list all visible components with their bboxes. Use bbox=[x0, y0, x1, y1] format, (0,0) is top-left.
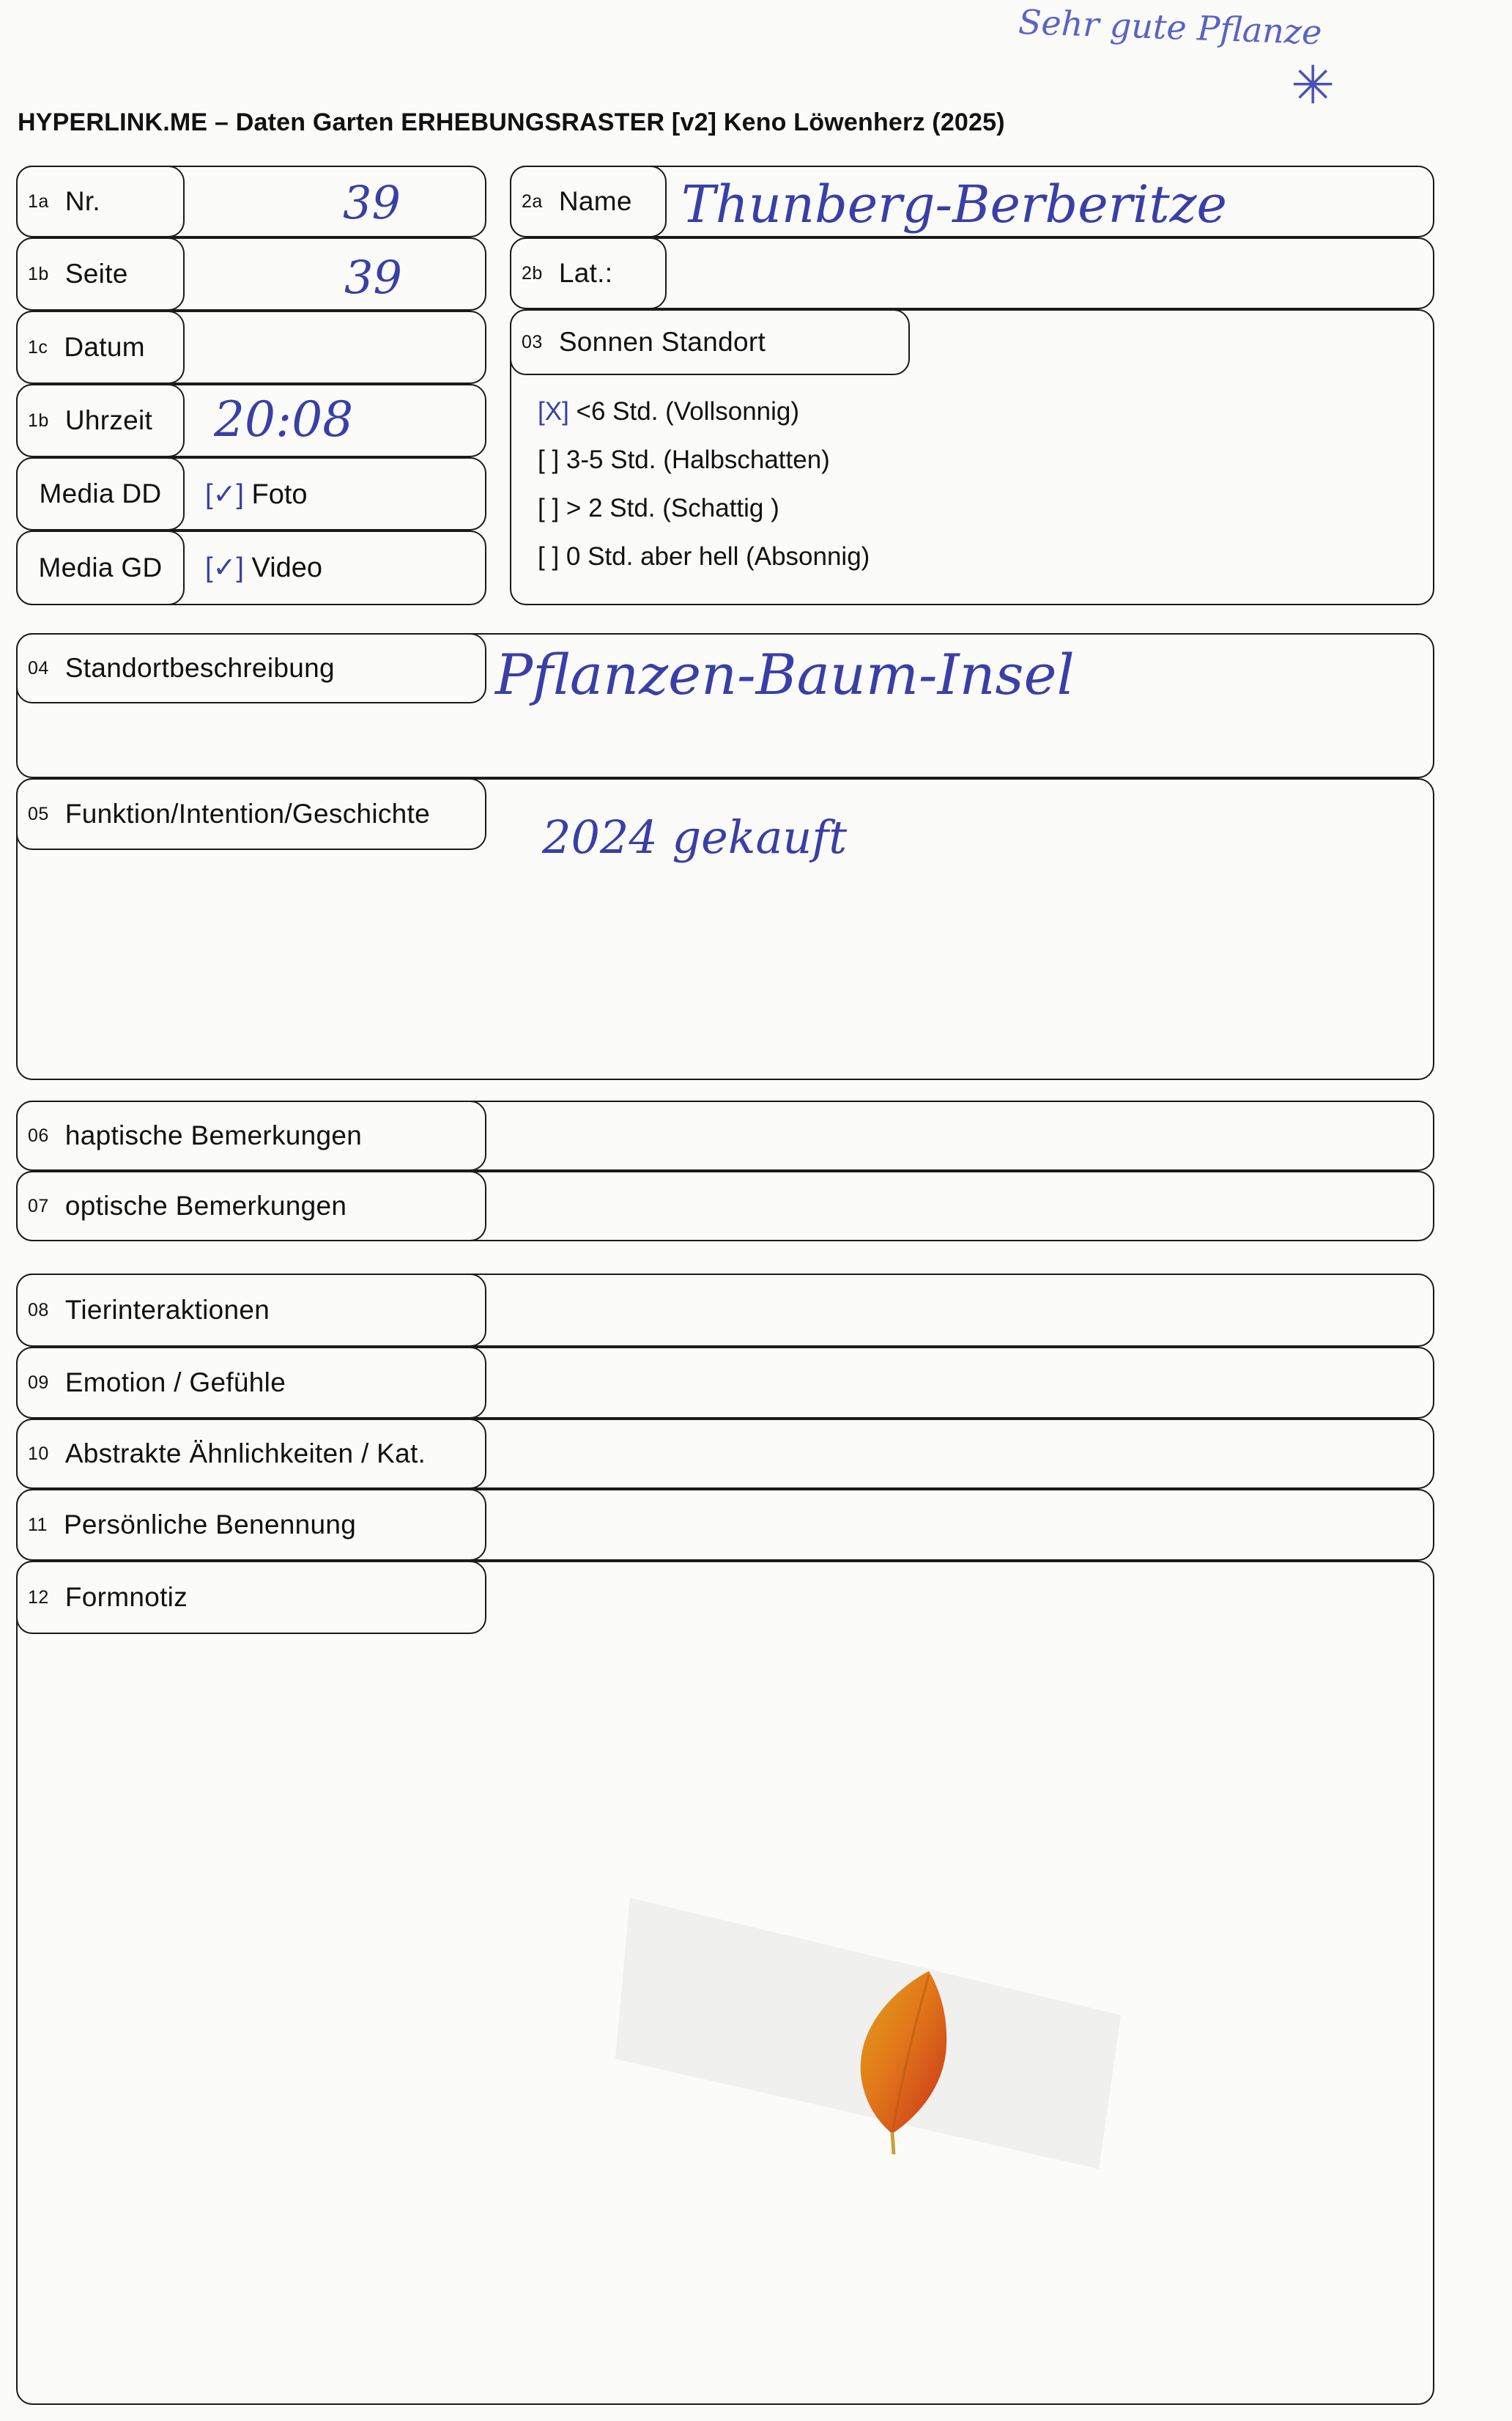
field-number: 12 bbox=[28, 1586, 49, 1608]
sonnen-option-absonnig[interactable] bbox=[538, 542, 870, 572]
field-formnotiz-label bbox=[16, 1561, 486, 1634]
foto-check-mark: [✓] bbox=[205, 479, 244, 510]
field-label: haptische Bemerkungen bbox=[64, 1120, 363, 1150]
option-label: 3-5 Std. (Halbschatten) bbox=[566, 446, 830, 474]
field-optisch-label bbox=[16, 1171, 486, 1241]
field-number: 06 bbox=[28, 1125, 49, 1146]
field-uhrzeit-label bbox=[16, 384, 185, 457]
option-label: 0 Std. aber hell (Absonnig) bbox=[566, 542, 870, 571]
field-label: Name bbox=[558, 186, 632, 216]
name-value: Thunberg-Berberitze bbox=[681, 174, 1227, 234]
field-label: Funktion/Intention/Geschichte bbox=[64, 799, 431, 829]
field-haptisch-label bbox=[16, 1101, 486, 1171]
field-nr-label bbox=[16, 166, 185, 237]
field-number: 10 bbox=[28, 1443, 49, 1464]
leaf-stem bbox=[892, 2132, 894, 2154]
form-title: HYPERLINK.ME – Daten Garten ERHEBUNGSRASTER [v2] Keno Löwenherz (2025) bbox=[18, 108, 1005, 136]
field-seite-label bbox=[16, 237, 185, 311]
field-number: 1b bbox=[28, 410, 49, 431]
field-tier-label bbox=[16, 1274, 486, 1347]
standort-value: Pflanzen-Baum-Insel bbox=[495, 642, 1075, 707]
option-label: <6 Std. (Vollsonnig) bbox=[576, 397, 800, 426]
field-label: Uhrzeit bbox=[64, 405, 153, 435]
field-datum-label bbox=[16, 311, 185, 384]
field-number: 1c bbox=[28, 336, 48, 358]
option-checkbox: [ ] bbox=[538, 446, 560, 474]
field-label: Emotion / Gefühle bbox=[64, 1367, 286, 1397]
field-number: 1a bbox=[28, 191, 49, 212]
handwritten-note: Sehr gute Pflanze bbox=[1018, 1, 1323, 53]
field-standort-label bbox=[16, 633, 486, 703]
field-number: 1b bbox=[28, 263, 49, 284]
field-number: 11 bbox=[28, 1514, 48, 1535]
field-label: Media GD bbox=[38, 552, 163, 583]
field-label: Lat.: bbox=[558, 258, 613, 288]
field-label: Nr. bbox=[64, 186, 100, 216]
field-label: Seite bbox=[64, 259, 128, 289]
field-lat-label bbox=[510, 237, 667, 309]
field-label: Abstrakte Ähnlichkeiten / Kat. bbox=[64, 1438, 426, 1468]
field-number: 2a bbox=[522, 191, 543, 212]
field-label: Persönliche Benennung bbox=[63, 1509, 357, 1540]
seite-value: 39 bbox=[344, 251, 402, 304]
sonnen-option-vollsonnig[interactable] bbox=[538, 397, 799, 426]
option-checkbox: [X] bbox=[538, 397, 569, 426]
field-emotion-label bbox=[16, 1347, 486, 1419]
option-checkbox: [ ] bbox=[538, 542, 560, 571]
sonnen-option-schattig[interactable] bbox=[538, 494, 779, 523]
foto-checkbox[interactable] bbox=[205, 478, 308, 511]
option-checkbox: [ ] bbox=[538, 494, 560, 522]
field-abstrakt-label bbox=[16, 1419, 486, 1489]
star-doodle-icon: ✳ bbox=[1291, 54, 1335, 116]
field-label: Tierinteraktionen bbox=[64, 1295, 270, 1325]
field-media-dd-label bbox=[16, 457, 185, 531]
taped-leaf-specimen bbox=[615, 1876, 1128, 2184]
option-label: > 2 Std. (Schattig ) bbox=[566, 494, 779, 522]
field-number: 04 bbox=[28, 657, 49, 679]
video-option-label: Video bbox=[251, 552, 323, 583]
field-label: Datum bbox=[64, 332, 145, 362]
field-number: 08 bbox=[28, 1299, 49, 1320]
field-funktion-label bbox=[16, 778, 486, 850]
field-name-label bbox=[510, 166, 667, 237]
video-check-mark: [✓] bbox=[205, 552, 244, 583]
nr-value: 39 bbox=[343, 176, 401, 229]
sonnen-option-halbschatten[interactable] bbox=[538, 446, 830, 475]
field-sonnen-label bbox=[510, 309, 910, 375]
field-number: 2b bbox=[522, 262, 543, 284]
funktion-value: 2024 gekauft bbox=[542, 810, 848, 864]
uhrzeit-value: 20:08 bbox=[214, 391, 354, 448]
field-number: 05 bbox=[28, 803, 49, 824]
field-number: 09 bbox=[28, 1372, 49, 1393]
field-label: Formnotiz bbox=[64, 1582, 188, 1612]
field-label: Sonnen Standort bbox=[558, 327, 766, 357]
field-media-gd-label bbox=[16, 531, 185, 605]
field-number: 03 bbox=[522, 331, 543, 352]
video-checkbox[interactable] bbox=[205, 551, 322, 584]
field-label: optische Bemerkungen bbox=[64, 1191, 347, 1221]
field-persoenlich-label bbox=[16, 1489, 486, 1561]
field-number: 07 bbox=[28, 1195, 49, 1216]
field-label: Media DD bbox=[39, 478, 162, 509]
field-label: Standortbeschreibung bbox=[64, 653, 335, 683]
foto-option-label: Foto bbox=[251, 479, 308, 510]
